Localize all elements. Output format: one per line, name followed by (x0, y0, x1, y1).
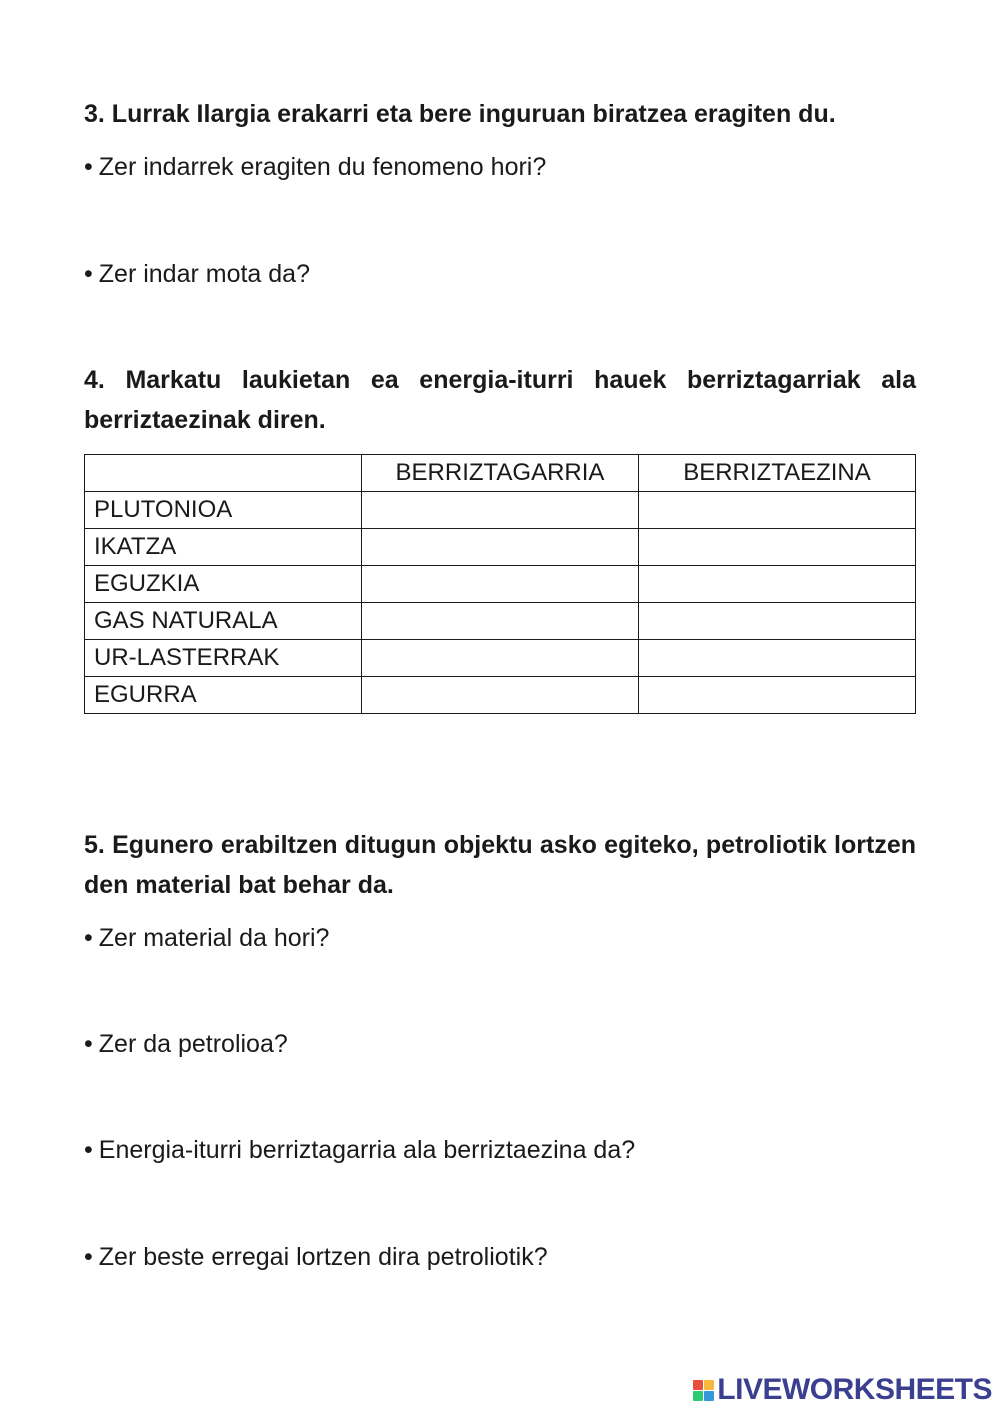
table-row (85, 566, 916, 603)
answer-cell-renewable[interactable] (362, 492, 639, 529)
header-nonrenewable: BERRIZTAEZINA (639, 455, 916, 492)
energy-sources-table (84, 454, 916, 714)
row-label: EGURRA (85, 677, 362, 714)
question-3-bullet-1 (84, 152, 546, 182)
row-label: EGUZKIA (85, 566, 362, 603)
bullet-text: Zer indarrek eragiten du fenomeno hori? (98, 153, 547, 181)
question-5-bullet-1 (84, 923, 329, 953)
question-3-title: 3. Lurrak Ilargia erakarri eta bere inguruan biratzea eragiten du. (84, 100, 836, 128)
answer-cell-renewable[interactable] (362, 640, 639, 677)
liveworksheets-logo (693, 1373, 992, 1407)
question-5-bullet-3 (84, 1135, 635, 1165)
bullet-icon: • (84, 1030, 93, 1058)
bullet-text: Zer da petrolioa? (98, 1030, 288, 1058)
header-renewable: BERRIZTAGARRIA (362, 455, 639, 492)
table-header-row (85, 455, 916, 492)
question-5-bullet-2 (84, 1029, 288, 1059)
bullet-text: Zer beste erregai lortzen dira petroliotik? (98, 1243, 548, 1271)
bullet-icon: • (84, 924, 93, 952)
table-row (85, 492, 916, 529)
answer-cell-renewable[interactable] (362, 677, 639, 714)
row-label: GAS NATURALA (85, 603, 362, 640)
answer-cell-nonrenewable[interactable] (639, 677, 916, 714)
bullet-icon: • (84, 1243, 93, 1271)
answer-cell-renewable[interactable] (362, 603, 639, 640)
row-label: UR-LASTERRAK (85, 640, 362, 677)
question-5-bullet-4 (84, 1242, 548, 1272)
question-3-bullet-2 (84, 259, 310, 289)
bullet-icon: • (84, 153, 93, 181)
bullet-text: Energia-iturri berriztagarria ala berriztaezina da? (98, 1136, 636, 1164)
header-empty (85, 455, 362, 492)
row-label: IKATZA (85, 529, 362, 566)
logo-square (693, 1391, 703, 1401)
table-row (85, 640, 916, 677)
logo-square (693, 1380, 703, 1390)
answer-cell-nonrenewable[interactable] (639, 640, 916, 677)
bullet-icon: • (84, 1136, 93, 1164)
question-4-title: 4. Markatu laukietan ea energia-iturri hauek berriztagarriak ala berriztaezinak diren. (84, 366, 916, 434)
answer-cell-nonrenewable[interactable] (639, 566, 916, 603)
table-row (85, 603, 916, 640)
logo-text: LIVEWORKSHEETS (717, 1373, 992, 1406)
logo-square (704, 1380, 714, 1390)
table-row (85, 677, 916, 714)
answer-cell-nonrenewable[interactable] (639, 603, 916, 640)
answer-cell-nonrenewable[interactable] (639, 529, 916, 566)
bullet-text: Zer indar mota da? (98, 260, 310, 288)
bullet-text: Zer material da hori? (98, 924, 330, 952)
table-row (85, 529, 916, 566)
answer-cell-nonrenewable[interactable] (639, 492, 916, 529)
question-5-title: 5. Egunero erabiltzen ditugun objektu asko egiteko, petroliotik lortzen den material bat behar da. (84, 831, 916, 899)
bullet-icon: • (84, 260, 93, 288)
logo-square (704, 1391, 714, 1401)
answer-cell-renewable[interactable] (362, 529, 639, 566)
liveworksheets-logo-icon (693, 1380, 714, 1401)
answer-cell-renewable[interactable] (362, 566, 639, 603)
row-label: PLUTONIOA (85, 492, 362, 529)
